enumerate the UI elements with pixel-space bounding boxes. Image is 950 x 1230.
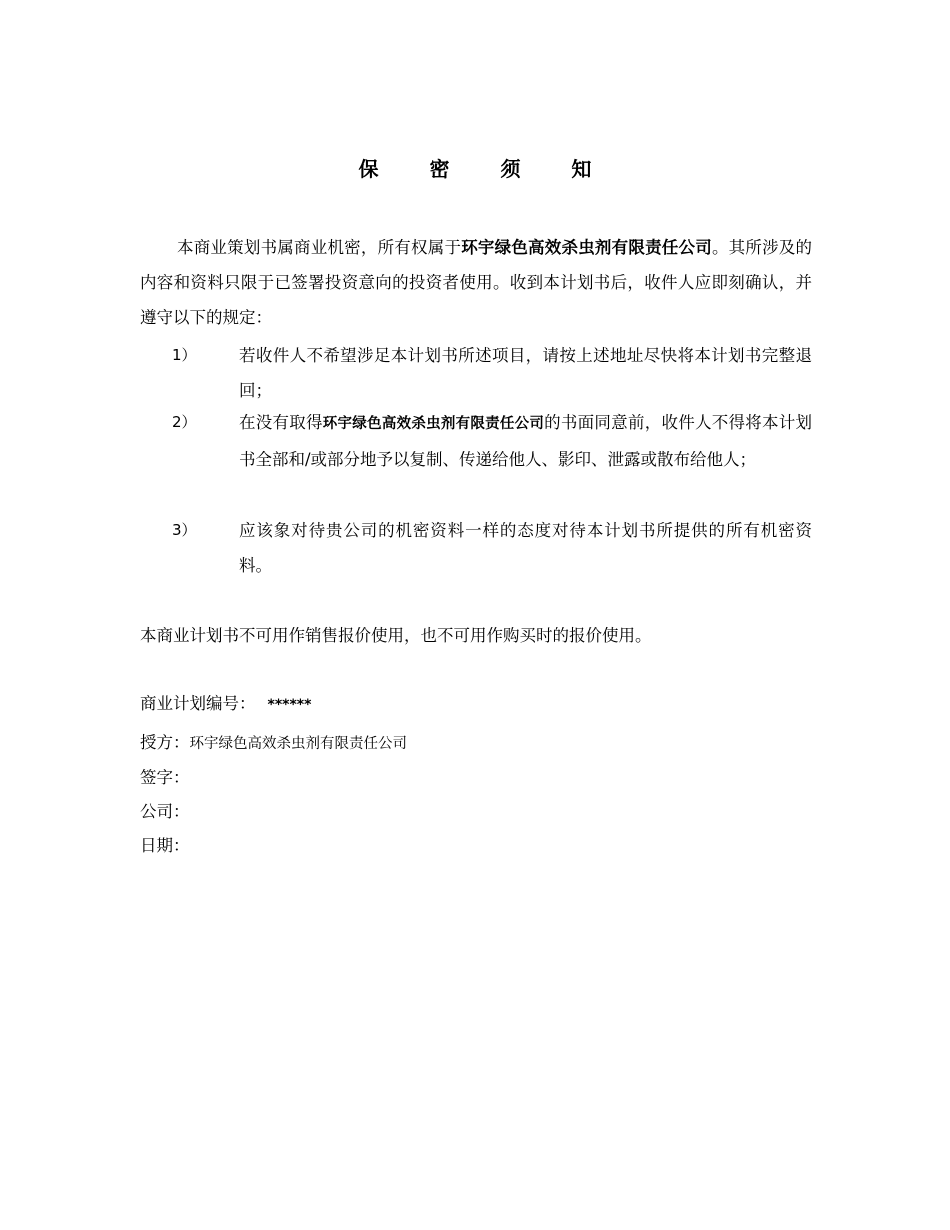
rule-number-2: 2）: [172, 413, 197, 431]
company-row: [140, 798, 190, 826]
rule-item-1: [172, 338, 812, 408]
plan-number-row: [140, 690, 311, 719]
page-title: 保 密 须 知: [358, 157, 614, 181]
rule-2-text-start: 在没有取得: [239, 413, 323, 432]
grantor-value: 环宇绿色高效杀虫剂有限责任公司: [189, 736, 407, 752]
signature-row: [140, 764, 190, 792]
intro-company-name: 环宇绿色高效杀虫剂有限责任公司: [461, 238, 712, 257]
date-label: 日期：: [140, 836, 190, 855]
rule-text-2: [239, 405, 812, 477]
plan-number-value: ******: [267, 697, 312, 713]
rule-text-1: 若收件人不希望涉足本计划书所述项目，请按上述地址尽快将本计划书完整退回；: [239, 346, 812, 400]
rule-item-3: [172, 513, 812, 583]
rule-text-3: 应该象对待贵公司的机密资料一样的态度对待本计划书所提供的所有机密资料。: [239, 521, 812, 575]
rule-2-company-name: 环宇绿色高效杀虫剂有限责任公司: [322, 416, 545, 432]
rule-item-2: [172, 405, 812, 477]
usage-statement: 本商业计划书不可用作销售报价使用，也不可用作购买时的报价使用。: [140, 626, 652, 645]
intro-text-start: 本商业策划书属商业机密，所有权属于: [177, 238, 462, 257]
grantor-label: 授方：: [140, 733, 190, 752]
date-row: [140, 832, 190, 860]
rule-number-3: 3）: [172, 521, 197, 539]
rule-number-1: 1）: [172, 346, 197, 364]
grantor-row: [140, 729, 407, 758]
rule-2-text-end: 的书面同意前，收件人不得将本计划书全部和/或部分地予以复制、传递给他人、影印、泄露或散布给他人；: [239, 413, 813, 469]
intro-text-end: 。其所涉及的内容和资料只限于已签署投资意向的投资者使用。收到本计划书后，收件人应即刻确认，并遵守以下的规定：: [140, 238, 813, 327]
plan-number-label: 商业计划编号：: [140, 694, 256, 713]
signature-label: 签字：: [140, 768, 190, 787]
intro-paragraph: [140, 230, 812, 335]
company-label: 公司：: [140, 802, 190, 821]
